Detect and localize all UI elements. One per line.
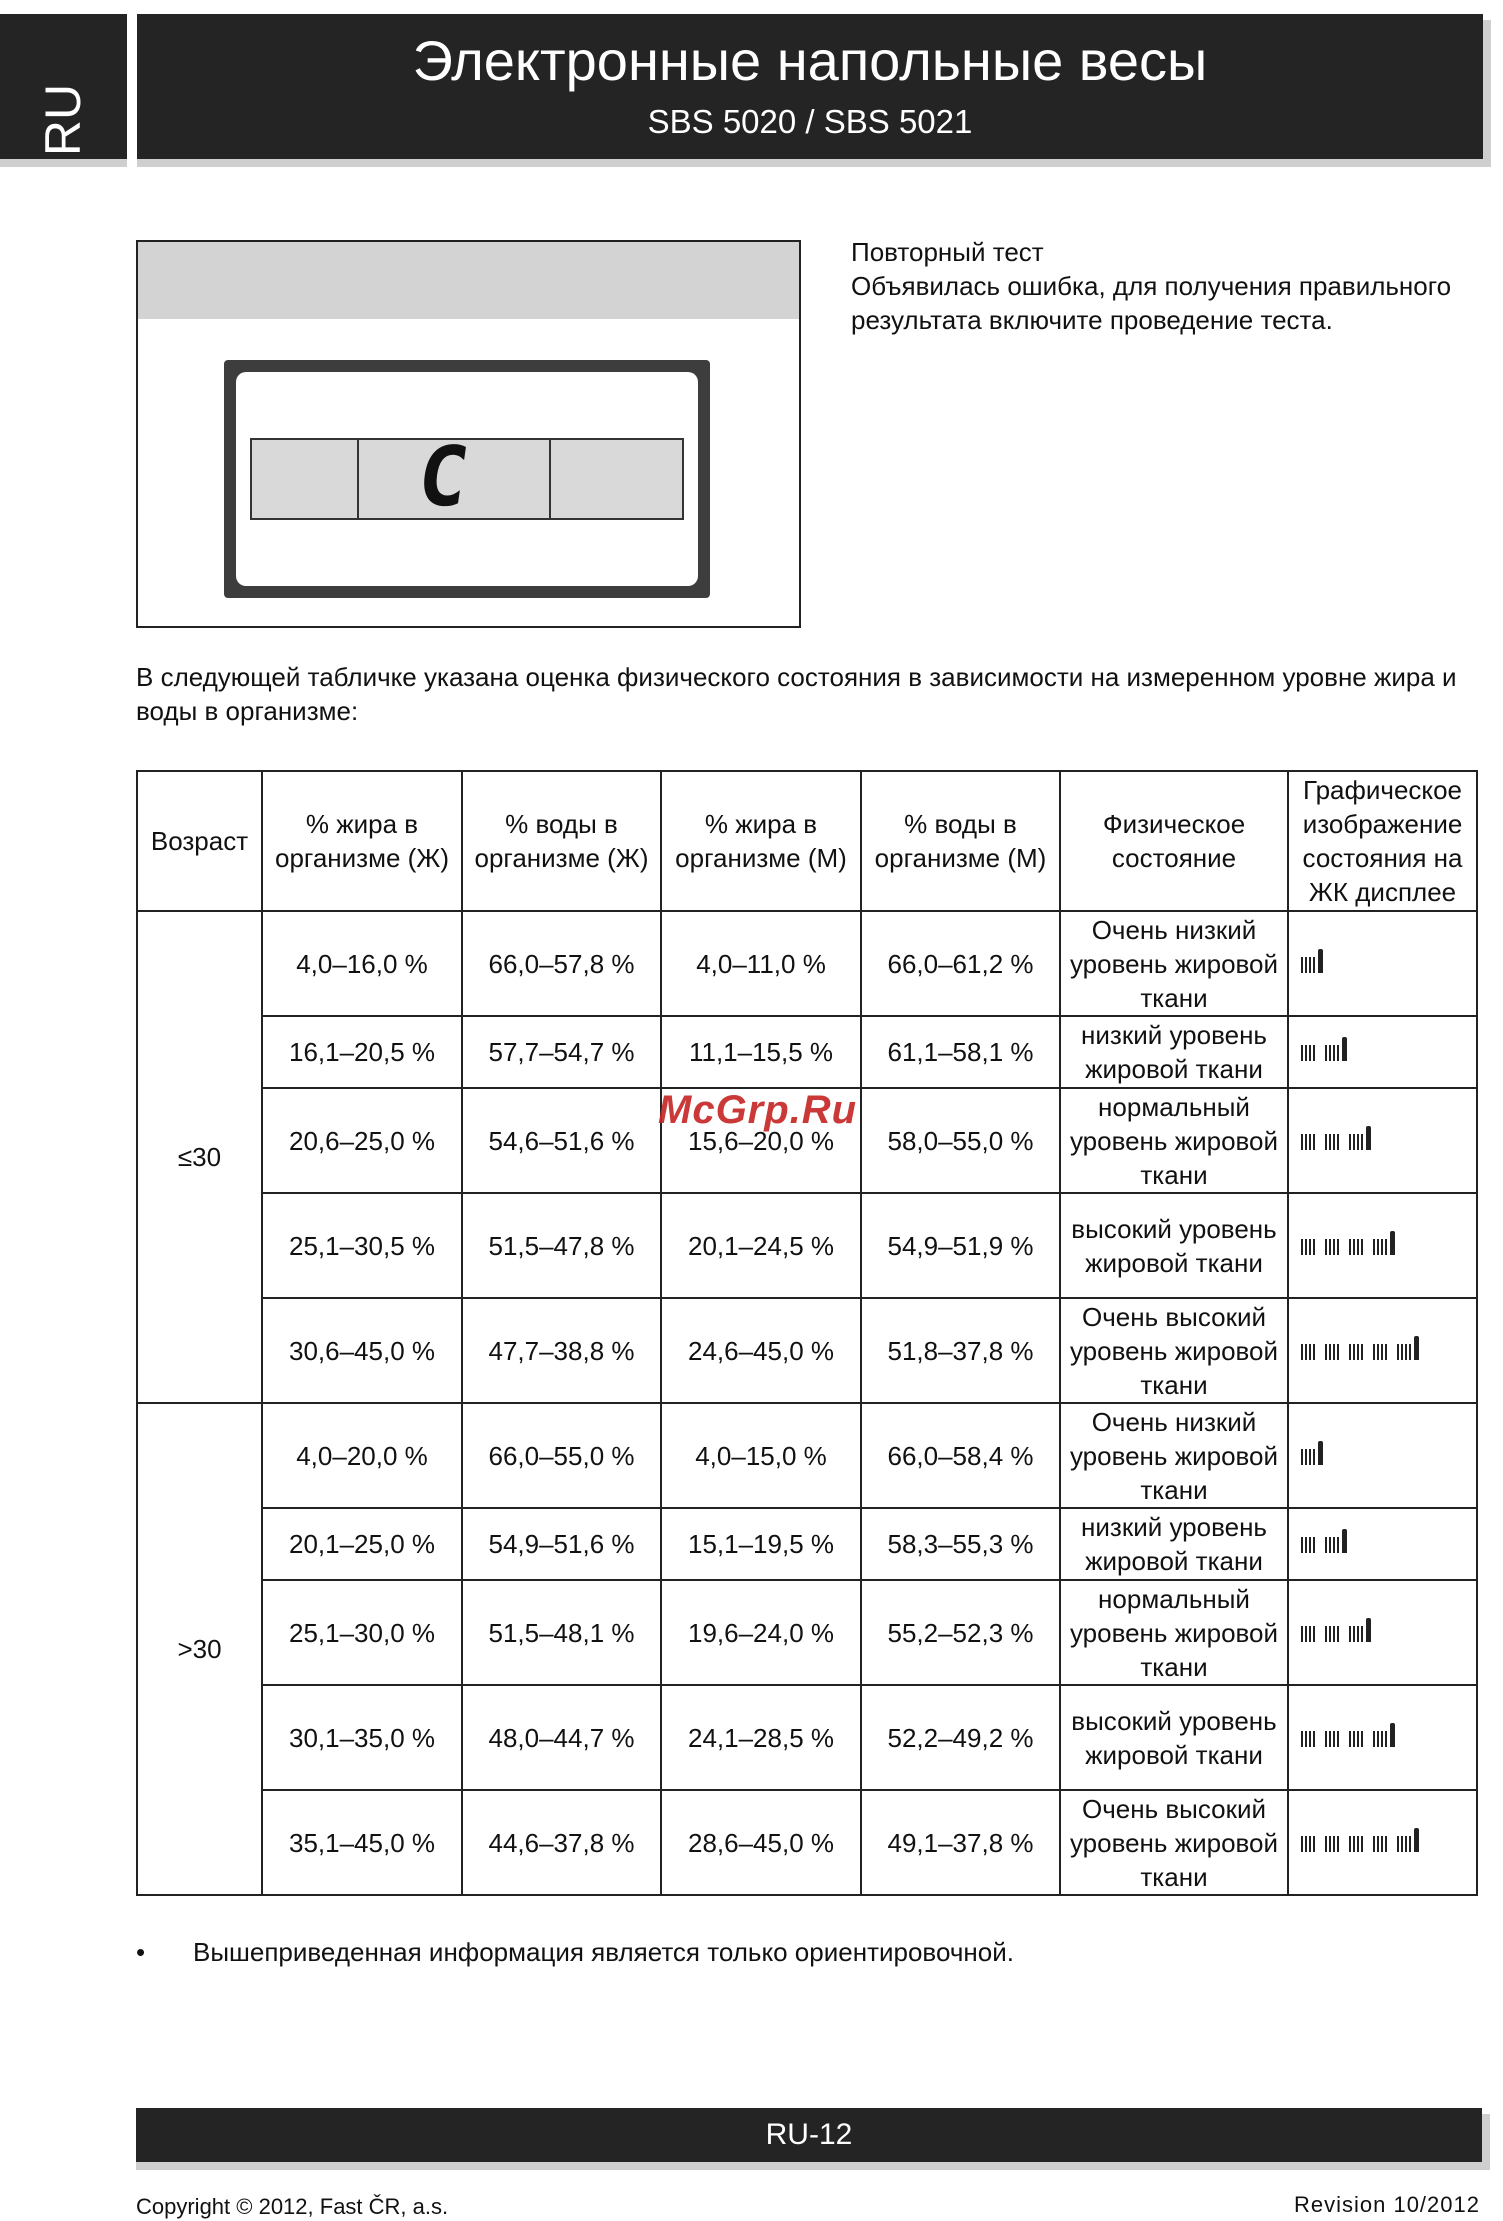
level-bar	[1357, 1239, 1359, 1255]
level-bar	[1385, 1836, 1387, 1852]
level-bar	[1309, 1836, 1311, 1852]
level-bar	[1373, 1239, 1375, 1255]
level-bar	[1361, 1134, 1363, 1150]
level-bar	[1349, 1239, 1351, 1255]
water-male-cell: 51,8–37,8 %	[861, 1298, 1060, 1403]
lcd-error-glyph: C	[411, 430, 475, 525]
level-bar	[1305, 957, 1307, 973]
level-bar	[1329, 1836, 1331, 1852]
lcd-level-graphic	[1288, 1298, 1477, 1403]
level-indicator-icon	[1342, 1529, 1347, 1553]
fat-male-cell: 4,0–15,0 %	[661, 1403, 861, 1508]
lcd-level-graphic	[1288, 911, 1477, 1016]
water-male-cell: 55,2–52,3 %	[861, 1580, 1060, 1685]
watermark: McGrp.Ru	[658, 1088, 858, 1132]
level-bar	[1409, 1344, 1411, 1360]
header-lcd-graphic: Графическое изображение состояния на ЖК дисплее	[1288, 771, 1477, 911]
water-female-cell: 48,0–44,7 %	[462, 1685, 661, 1790]
level-bar	[1361, 1626, 1363, 1642]
fat-male-cell: 15,1–19,5 %	[661, 1508, 861, 1580]
level-bar-group	[1301, 1126, 1371, 1150]
level-bar	[1353, 1836, 1355, 1852]
water-male-cell: 52,2–49,2 %	[861, 1685, 1060, 1790]
level-bar	[1325, 1626, 1327, 1642]
physical-state-cell: нормальный уровень жировой ткани	[1060, 1088, 1288, 1193]
level-bar	[1309, 1239, 1311, 1255]
level-bar-group	[1301, 1723, 1395, 1747]
level-bar	[1313, 1134, 1315, 1150]
level-bar	[1305, 1537, 1307, 1553]
level-indicator-icon	[1318, 1441, 1323, 1465]
level-bar	[1401, 1344, 1403, 1360]
age-group-cell: >30	[137, 1403, 262, 1895]
lcd-separator	[357, 440, 359, 518]
water-female-cell: 44,6–37,8 %	[462, 1790, 661, 1895]
level-bar-group	[1301, 1441, 1323, 1465]
level-bar	[1313, 1344, 1315, 1360]
level-bar	[1353, 1344, 1355, 1360]
lcd-level-graphic	[1288, 1508, 1477, 1580]
level-bar	[1397, 1836, 1399, 1852]
level-bar	[1353, 1626, 1355, 1642]
table-row	[137, 1790, 1477, 1895]
level-bar	[1313, 1836, 1315, 1852]
level-bar	[1333, 1537, 1335, 1553]
level-bar	[1373, 1836, 1375, 1852]
fat-male-cell: 19,6–24,0 %	[661, 1580, 861, 1685]
level-bar	[1325, 1134, 1327, 1150]
level-bar	[1309, 1449, 1311, 1465]
level-bar	[1405, 1836, 1407, 1852]
water-male-cell: 54,9–51,9 %	[861, 1193, 1060, 1298]
level-bar	[1377, 1239, 1379, 1255]
level-bar	[1305, 1836, 1307, 1852]
water-female-cell: 51,5–48,1 %	[462, 1580, 661, 1685]
level-bar	[1301, 1626, 1303, 1642]
language-tab-shadow	[0, 159, 127, 167]
water-male-cell: 58,3–55,3 %	[861, 1508, 1060, 1580]
fat-female-cell: 30,1–35,0 %	[262, 1685, 462, 1790]
copyright: Copyright © 2012, Fast ČR, a.s.	[136, 2194, 449, 2219]
header-shadow	[137, 159, 1483, 167]
table-row	[137, 1193, 1477, 1298]
level-indicator-icon	[1366, 1618, 1371, 1642]
level-bar	[1301, 1731, 1303, 1747]
table-row	[137, 911, 1477, 1016]
display-figure-band	[138, 242, 799, 319]
level-bar	[1381, 1731, 1383, 1747]
physical-state-cell: нормальный уровень жировой ткани	[1060, 1580, 1288, 1685]
lcd-level-graphic	[1288, 1685, 1477, 1790]
level-bar	[1401, 1836, 1403, 1852]
body-composition-table	[136, 770, 1478, 1896]
level-bar	[1337, 1537, 1339, 1553]
level-bar	[1301, 1836, 1303, 1852]
header-fat-male: % жира в организме (М)	[661, 771, 861, 911]
header-water-female: % воды в организме (Ж)	[462, 771, 661, 911]
level-bar	[1357, 1626, 1359, 1642]
water-male-cell: 66,0–61,2 %	[861, 911, 1060, 1016]
level-bar	[1337, 1134, 1339, 1150]
intro-paragraph: В следующей табличке указана оценка физического состояния в зависимости на измеренном уровне жира и воды в организме:	[136, 662, 1457, 726]
level-bar	[1337, 1626, 1339, 1642]
level-bar	[1405, 1344, 1407, 1360]
fat-female-cell: 4,0–20,0 %	[262, 1403, 462, 1508]
fat-male-cell: 15,6–20,0 %	[661, 1088, 861, 1193]
fat-female-cell: 4,0–16,0 %	[262, 911, 462, 1016]
fat-male-cell: 20,1–24,5 %	[661, 1193, 861, 1298]
fat-male-cell: 28,6–45,0 %	[661, 1790, 861, 1895]
table-row	[137, 1403, 1477, 1508]
level-bar	[1325, 1537, 1327, 1553]
level-bar	[1325, 1239, 1327, 1255]
physical-state-cell: Очень низкий уровень жировой ткани	[1060, 1403, 1288, 1508]
level-bar	[1309, 1537, 1311, 1553]
lcd-level-graphic	[1288, 1403, 1477, 1508]
level-bar	[1349, 1731, 1351, 1747]
retest-heading: Повторный тест	[851, 237, 1044, 267]
level-bar	[1397, 1344, 1399, 1360]
level-indicator-icon	[1366, 1126, 1371, 1150]
water-female-cell: 66,0–57,8 %	[462, 911, 661, 1016]
level-bar	[1301, 1537, 1303, 1553]
level-bar	[1377, 1344, 1379, 1360]
footer-shadow	[136, 2162, 1482, 2170]
fat-male-cell: 4,0–11,0 %	[661, 911, 861, 1016]
water-male-cell: 66,0–58,4 %	[861, 1403, 1060, 1508]
level-bar	[1325, 1836, 1327, 1852]
lcd-level-graphic	[1288, 1790, 1477, 1895]
level-bar	[1313, 1537, 1315, 1553]
physical-state-cell: Очень высокий уровень жировой ткани	[1060, 1790, 1288, 1895]
level-bar	[1337, 1239, 1339, 1255]
language-code: RU	[35, 83, 91, 157]
level-bar	[1309, 1626, 1311, 1642]
water-female-cell: 54,6–51,6 %	[462, 1088, 661, 1193]
fat-female-cell: 20,6–25,0 %	[262, 1088, 462, 1193]
water-male-cell: 61,1–58,1 %	[861, 1016, 1060, 1088]
level-bar	[1301, 1344, 1303, 1360]
retest-section	[851, 235, 1481, 337]
level-bar	[1349, 1626, 1351, 1642]
level-bar	[1337, 1731, 1339, 1747]
level-bar	[1329, 1134, 1331, 1150]
level-bar	[1385, 1344, 1387, 1360]
physical-state-cell: низкий уровень жировой ткани	[1060, 1508, 1288, 1580]
level-bar	[1381, 1239, 1383, 1255]
page-subtitle: SBS 5020 / SBS 5021	[647, 103, 973, 140]
fat-male-cell: 24,6–45,0 %	[661, 1298, 861, 1403]
level-bar	[1333, 1731, 1335, 1747]
level-bar	[1313, 1239, 1315, 1255]
level-bar-group	[1301, 949, 1323, 973]
level-bar-group	[1301, 1618, 1371, 1642]
level-bar	[1353, 1731, 1355, 1747]
fat-male-cell: 24,1–28,5 %	[661, 1685, 861, 1790]
physical-state-cell: высокий уровень жировой ткани	[1060, 1193, 1288, 1298]
level-bar-group	[1301, 1231, 1395, 1255]
footer-shadow-right	[1482, 2114, 1490, 2170]
level-bar	[1373, 1731, 1375, 1747]
water-female-cell: 47,7–38,8 %	[462, 1298, 661, 1403]
level-bar	[1329, 1626, 1331, 1642]
language-tab	[0, 14, 127, 159]
level-bar	[1357, 1134, 1359, 1150]
physical-state-cell: Очень высокий уровень жировой ткани	[1060, 1298, 1288, 1403]
lcd-level-graphic	[1288, 1016, 1477, 1088]
note-bullet: •	[136, 1937, 146, 1967]
level-bar	[1313, 1449, 1315, 1465]
fat-female-cell: 25,1–30,5 %	[262, 1193, 462, 1298]
level-bar	[1361, 1836, 1363, 1852]
level-bar	[1329, 1731, 1331, 1747]
header-fat-female: % жира в организме (Ж)	[262, 771, 462, 911]
level-bar	[1305, 1731, 1307, 1747]
fat-female-cell: 16,1–20,5 %	[262, 1016, 462, 1088]
level-bar-group	[1301, 1529, 1347, 1553]
level-bar	[1309, 1731, 1311, 1747]
level-bar	[1357, 1731, 1359, 1747]
level-bar	[1301, 1449, 1303, 1465]
level-bar	[1349, 1836, 1351, 1852]
level-bar	[1333, 1134, 1335, 1150]
level-bar	[1385, 1239, 1387, 1255]
table-row	[137, 1685, 1477, 1790]
level-bar	[1373, 1344, 1375, 1360]
level-indicator-icon	[1414, 1336, 1419, 1360]
level-bar	[1385, 1731, 1387, 1747]
level-bar	[1305, 1134, 1307, 1150]
level-bar	[1313, 957, 1315, 973]
header-water-male: % воды в организме (М)	[861, 771, 1060, 911]
level-bar	[1305, 1449, 1307, 1465]
table-row	[137, 1508, 1477, 1580]
level-bar	[1361, 1344, 1363, 1360]
level-bar	[1305, 1626, 1307, 1642]
level-bar	[1309, 1344, 1311, 1360]
level-bar	[1333, 1045, 1335, 1061]
fat-male-cell: 11,1–15,5 %	[661, 1016, 861, 1088]
level-bar	[1377, 1731, 1379, 1747]
table-row	[137, 1580, 1477, 1685]
level-bar	[1309, 1134, 1311, 1150]
level-bar	[1333, 1344, 1335, 1360]
water-female-cell: 57,7–54,7 %	[462, 1016, 661, 1088]
level-bar	[1309, 957, 1311, 973]
retest-description: Объявилась ошибка, для получения правильного результата включите проведение теста.	[851, 271, 1452, 335]
header-age: Возраст	[137, 771, 262, 911]
level-bar	[1301, 1134, 1303, 1150]
level-bar	[1325, 1344, 1327, 1360]
level-bar	[1305, 1239, 1307, 1255]
physical-state-cell: высокий уровень жировой ткани	[1060, 1685, 1288, 1790]
fat-female-cell: 25,1–30,0 %	[262, 1580, 462, 1685]
water-female-cell: 66,0–55,0 %	[462, 1403, 661, 1508]
level-bar	[1333, 1626, 1335, 1642]
level-bar	[1301, 957, 1303, 973]
level-bar	[1329, 1537, 1331, 1553]
level-bar	[1309, 1045, 1311, 1061]
level-bar	[1337, 1344, 1339, 1360]
lcd-separator	[549, 440, 551, 518]
level-bar	[1361, 1239, 1363, 1255]
level-bar-group	[1301, 1037, 1347, 1061]
level-bar	[1333, 1239, 1335, 1255]
level-indicator-icon	[1342, 1037, 1347, 1061]
level-bar	[1357, 1344, 1359, 1360]
level-bar	[1313, 1626, 1315, 1642]
level-indicator-icon	[1318, 949, 1323, 973]
level-bar	[1325, 1731, 1327, 1747]
level-bar	[1353, 1239, 1355, 1255]
level-indicator-icon	[1390, 1723, 1395, 1747]
level-bar	[1301, 1045, 1303, 1061]
level-bar	[1381, 1836, 1383, 1852]
age-group-cell: ≤30	[137, 911, 262, 1403]
table-row	[137, 1016, 1477, 1088]
level-bar	[1337, 1836, 1339, 1852]
header-shadow-right	[1483, 20, 1491, 167]
level-indicator-icon	[1390, 1231, 1395, 1255]
physical-state-cell: низкий уровень жировой ткани	[1060, 1016, 1288, 1088]
level-indicator-icon	[1414, 1828, 1419, 1852]
water-female-cell: 51,5–47,8 %	[462, 1193, 661, 1298]
lcd-level-graphic	[1288, 1580, 1477, 1685]
level-bar	[1357, 1836, 1359, 1852]
lcd-level-graphic	[1288, 1193, 1477, 1298]
level-bar	[1353, 1134, 1355, 1150]
level-bar	[1301, 1239, 1303, 1255]
water-female-cell: 54,9–51,6 %	[462, 1508, 661, 1580]
fat-female-cell: 20,1–25,0 %	[262, 1508, 462, 1580]
level-bar	[1337, 1045, 1339, 1061]
level-bar	[1329, 1239, 1331, 1255]
page-number: RU-12	[765, 2118, 853, 2151]
page-title: Электронные напольные весы	[412, 29, 1208, 92]
note-text: Вышеприведенная информация является только ориентировочной.	[193, 1937, 1014, 1967]
fat-female-cell: 30,6–45,0 %	[262, 1298, 462, 1403]
level-bar	[1381, 1344, 1383, 1360]
lcd-level-graphic	[1288, 1088, 1477, 1193]
physical-state-cell: Очень низкий уровень жировой ткани	[1060, 911, 1288, 1016]
level-bar-group	[1301, 1336, 1419, 1360]
level-bar-group	[1301, 1828, 1419, 1852]
level-bar	[1361, 1731, 1363, 1747]
level-bar	[1409, 1836, 1411, 1852]
fat-female-cell: 35,1–45,0 %	[262, 1790, 462, 1895]
level-bar	[1329, 1045, 1331, 1061]
level-bar	[1325, 1045, 1327, 1061]
level-bar	[1313, 1045, 1315, 1061]
level-bar	[1313, 1731, 1315, 1747]
water-male-cell: 58,0–55,0 %	[861, 1088, 1060, 1193]
table-row	[137, 1298, 1477, 1403]
level-bar	[1349, 1134, 1351, 1150]
level-bar	[1305, 1045, 1307, 1061]
header-physical-state: Физическое состояние	[1060, 771, 1288, 911]
level-bar	[1329, 1344, 1331, 1360]
level-bar	[1349, 1344, 1351, 1360]
revision: Revision 10/2012	[1293, 2192, 1480, 2217]
level-bar	[1377, 1836, 1379, 1852]
level-bar	[1305, 1344, 1307, 1360]
level-bar	[1333, 1836, 1335, 1852]
water-male-cell: 49,1–37,8 %	[861, 1790, 1060, 1895]
